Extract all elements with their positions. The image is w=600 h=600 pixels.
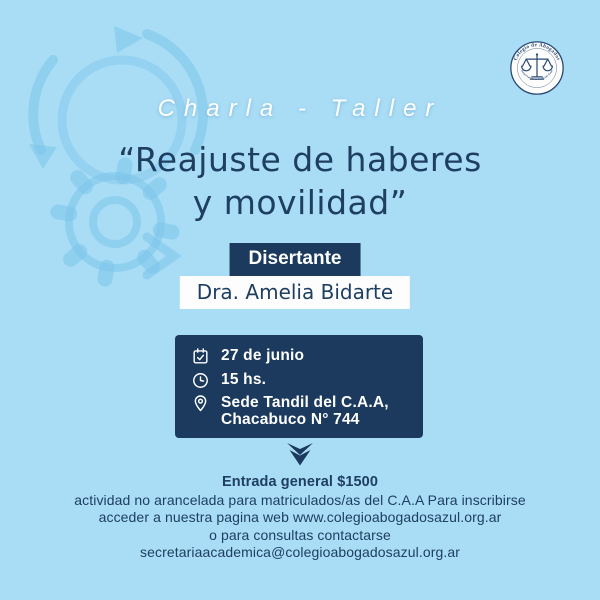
website-text: acceder a nuestra pagina web www.colegioabogadosazul.org.ar bbox=[98, 509, 502, 525]
event-type-kicker: Charla - Taller bbox=[157, 95, 443, 122]
calendar-check-icon bbox=[191, 347, 210, 366]
event-details-card bbox=[175, 335, 423, 438]
event-title-line2: y movilidad” bbox=[192, 183, 408, 222]
time-row bbox=[191, 371, 409, 390]
location-row bbox=[191, 394, 409, 428]
footer-info bbox=[0, 474, 600, 562]
location-pin-icon bbox=[191, 394, 210, 413]
bar-association-seal-logo bbox=[509, 40, 565, 96]
double-chevron-down-icon bbox=[287, 443, 313, 466]
speaker-label-badge: Disertante bbox=[230, 243, 361, 276]
location-line2: Chacabuco N° 744 bbox=[221, 411, 360, 428]
speaker-name: Dra. Amelia Bidarte bbox=[180, 276, 410, 309]
members-info-text: actividad no arancelada para matriculados/as del C.A.A Para inscribirse bbox=[74, 491, 526, 508]
contact-intro-text: o para consultas contactarse bbox=[209, 526, 391, 543]
ticket-price-text: Entrada general $1500 bbox=[221, 474, 379, 490]
date-row bbox=[191, 347, 409, 366]
location-line1: Sede Tandil del C.A.A, bbox=[221, 394, 389, 411]
date-text: 27 de junio bbox=[221, 347, 305, 364]
time-text: 15 hs. bbox=[221, 370, 267, 388]
seal-arc-top-text: Colegio de Abogados bbox=[512, 42, 562, 62]
clock-icon bbox=[191, 371, 210, 390]
contact-email-text: secretariaacademica@colegioabogadosazul.org.ar bbox=[140, 544, 460, 560]
event-title bbox=[0, 138, 600, 224]
seal-arc-bottom-text: Departamento Judicial Azul bbox=[520, 69, 554, 82]
event-title-line1: “Reajuste de haberes bbox=[118, 140, 482, 179]
